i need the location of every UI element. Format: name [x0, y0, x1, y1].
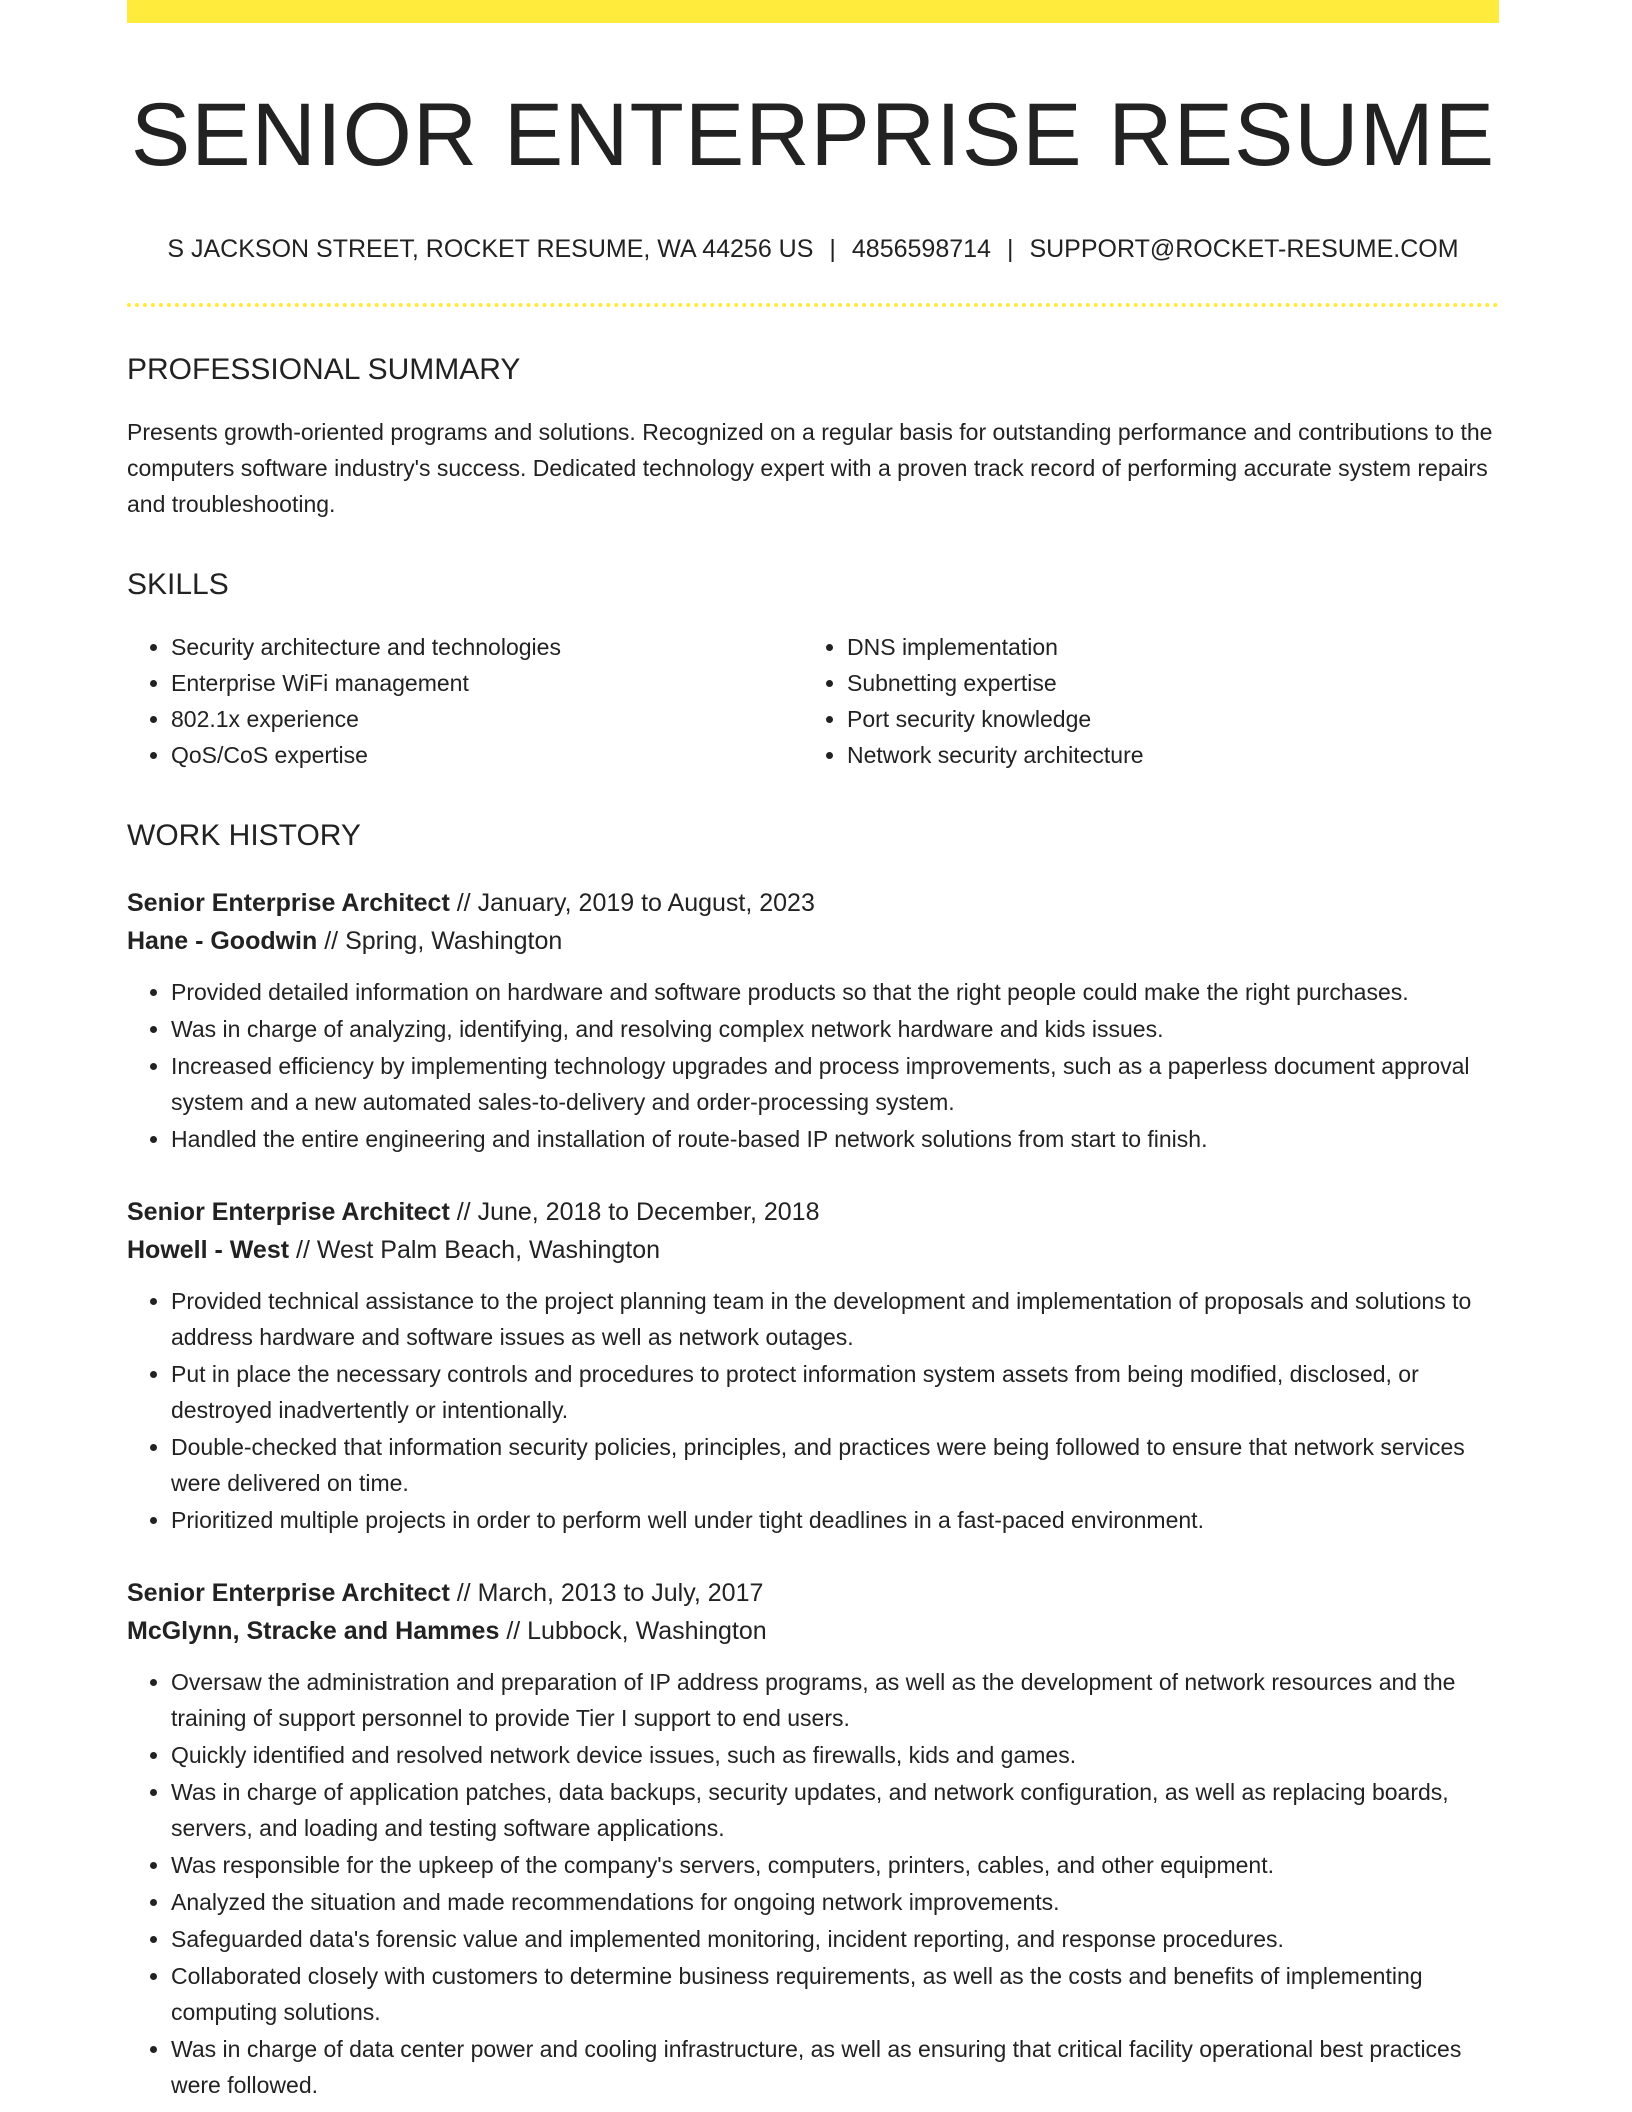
job-bullet: • Increased efficiency by implementing technology upgrades and process improvements, such as a paperless document approval system and a new automated sales-to-delivery and order-processing system. — [171, 1048, 1499, 1120]
skills-column-left — [127, 629, 803, 773]
job-bullet: • Safeguarded data's forensic value and implemented monitoring, incident reporting, and response procedures. — [171, 1921, 1499, 1957]
resume-title: SENIOR ENTERPRISE RESUME — [130, 84, 1496, 184]
skills-column-right — [803, 629, 1479, 773]
job-bullet: • Was responsible for the upkeep of the company's servers, computers, printers, cables, and other equipment. — [171, 1847, 1499, 1883]
job-dates: // June, 2018 to December, 2018 — [449, 1197, 820, 1226]
job-bullet: • Quickly identified and resolved network device issues, such as firewalls, kids and games. — [171, 1737, 1499, 1773]
skill-item: • Subnetting expertise — [847, 665, 1479, 701]
job-bullets — [127, 974, 1499, 1157]
resume-page — [127, 0, 1499, 2104]
job-company-line — [127, 922, 1499, 960]
skill-item: • Security architecture and technologies — [171, 629, 803, 665]
job-bullets — [127, 1664, 1499, 2103]
job-location: // Spring, Washington — [317, 926, 563, 955]
dotted-divider — [127, 303, 1499, 307]
job-company: Howell - West — [127, 1235, 290, 1264]
job-bullet: • Provided technical assistance to the project planning team in the development and implementation of proposals and solutions to address hardware and software issues as well as network outages. — [171, 1283, 1499, 1355]
job-role: Senior Enterprise Architect — [127, 888, 450, 917]
job-bullet: • Analyzed the situation and made recommendations for ongoing network improvements. — [171, 1884, 1499, 1920]
job-entry — [127, 884, 1499, 1157]
job-location: // Lubbock, Washington — [499, 1616, 767, 1645]
job-role: Senior Enterprise Architect — [127, 1197, 450, 1226]
job-bullet: • Double-checked that information security policies, principles, and practices were being followed to ensure that network services were delivered on time. — [171, 1429, 1499, 1501]
job-bullet: • Provided detailed information on hardware and software products so that the right people could make the right purchases. — [171, 974, 1499, 1010]
skill-item: • Port security knowledge — [847, 701, 1479, 737]
job-company-line — [127, 1231, 1499, 1269]
job-bullet: • Put in place the necessary controls and procedures to protect information system assets from being modified, disclosed, or destroyed inadvertently or intentionally. — [171, 1356, 1499, 1428]
job-bullet: • Collaborated closely with customers to determine business requirements, as well as the costs and benefits of implementing computing solutions. — [171, 1958, 1499, 2030]
job-bullet: • Handled the entire engineering and installation of route-based IP network solutions from start to finish. — [171, 1121, 1499, 1157]
skills-heading: SKILLS — [127, 567, 229, 601]
skill-item: • Network security architecture — [847, 737, 1479, 773]
job-title-line — [127, 1193, 1499, 1231]
job-location: // West Palm Beach, Washington — [289, 1235, 661, 1264]
email: SUPPORT@ROCKET-RESUME.COM — [1029, 234, 1459, 263]
phone: 4856598714 — [851, 234, 991, 263]
accent-bar — [127, 0, 1499, 23]
summary-text: Presents growth-oriented programs and solutions. Recognized on a regular basis for outstanding performance and contributions to the computers software industry's success. Dedicated technology expert with a proven track record of performing accurate system repairs and troubleshooting. — [127, 418, 1493, 517]
job-entry — [127, 1574, 1499, 2103]
job-bullet: • Was in charge of application patches, data backups, security updates, and network configuration, as well as replacing boards, servers, and loading and testing software applications. — [171, 1774, 1499, 1846]
contact-separator: | — [829, 234, 836, 263]
contact-separator: | — [1006, 234, 1014, 263]
job-dates: // January, 2019 to August, 2023 — [449, 888, 815, 917]
job-title-line — [127, 884, 1499, 922]
job-bullet: • Was in charge of data center power and cooling infrastructure, as well as ensuring that critical facility operational best practices were followed. — [171, 2031, 1499, 2103]
job-role: Senior Enterprise Architect — [127, 1578, 450, 1607]
job-title-line — [127, 1574, 1499, 1612]
job-company: Hane - Goodwin — [127, 926, 318, 955]
summary-heading: PROFESSIONAL SUMMARY — [127, 352, 521, 386]
work-history-heading: WORK HISTORY — [127, 818, 361, 852]
job-bullet: • Oversaw the administration and preparation of IP address programs, as well as the development of network resources and the training of support personnel to provide Tier I support to end users. — [171, 1664, 1499, 1736]
job-company: McGlynn, Stracke and Hammes — [127, 1616, 500, 1645]
skills-list — [127, 629, 1499, 773]
address: S JACKSON STREET, ROCKET RESUME, WA 44256 US — [167, 234, 814, 263]
job-bullets — [127, 1283, 1499, 1538]
skill-item: • QoS/CoS expertise — [171, 737, 803, 773]
contact-line — [127, 234, 1499, 264]
job-dates: // March, 2013 to July, 2017 — [449, 1578, 764, 1607]
job-entry — [127, 1193, 1499, 1538]
skill-item: • Enterprise WiFi management — [171, 665, 803, 701]
job-bullet: • Was in charge of analyzing, identifying, and resolving complex network hardware and kids issues. — [171, 1011, 1499, 1047]
job-company-line — [127, 1612, 1499, 1650]
skill-item: • DNS implementation — [847, 629, 1479, 665]
skill-item: • 802.1x experience — [171, 701, 803, 737]
job-bullet: • Prioritized multiple projects in order to perform well under tight deadlines in a fast-paced environment. — [171, 1502, 1499, 1538]
